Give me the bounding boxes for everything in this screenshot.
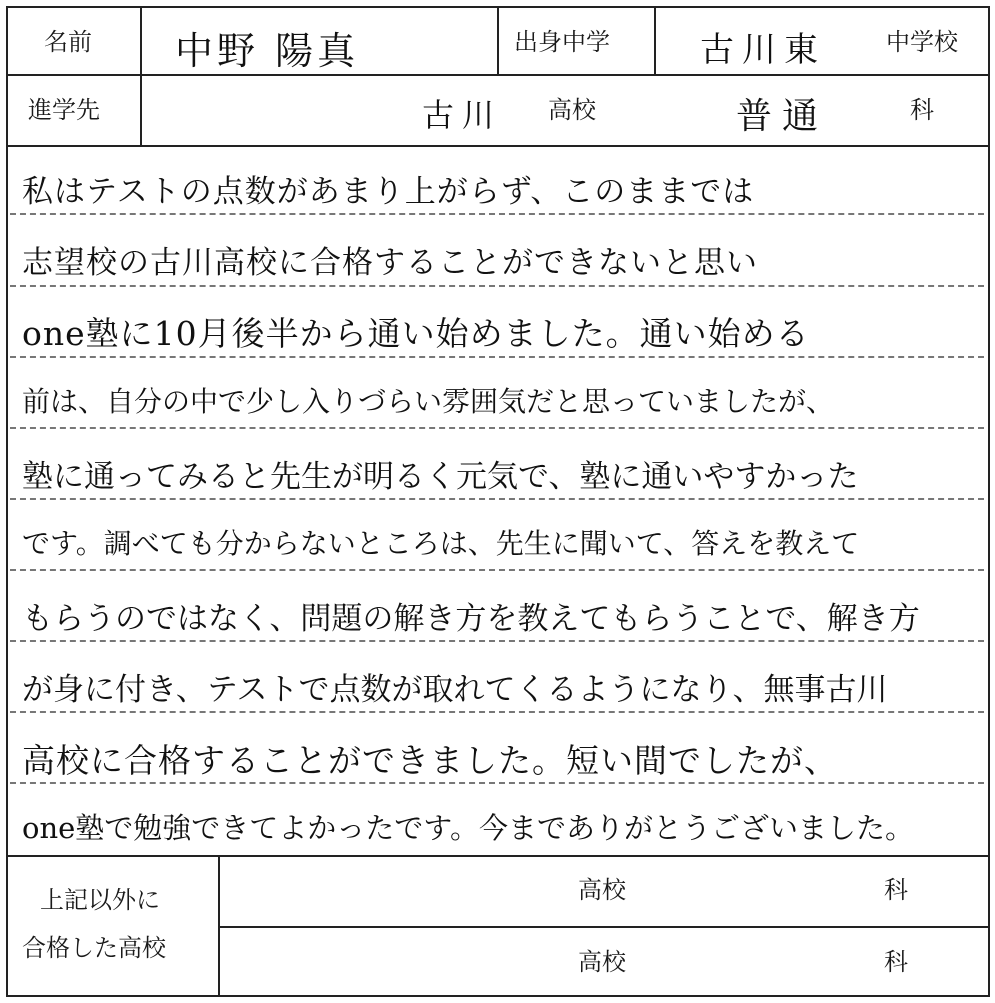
junior-high-value: 古川東 (700, 30, 826, 70)
destination-school-value: 古川 (422, 96, 503, 134)
other-course-2-suffix: 科 (884, 948, 908, 976)
header-bottom-rule (6, 74, 990, 76)
essay-line: 志望校の古川高校に合格することができないと思い (22, 245, 758, 281)
essay-ruling (10, 640, 984, 642)
other-schools-label-line1: 上記以外に (40, 886, 160, 914)
essay-line: もらうのではなく、問題の解き方を教えてもらうことで、解き方 (22, 601, 920, 637)
destination-course-suffix: 科 (910, 96, 934, 124)
destination-school-suffix: 高校 (548, 96, 596, 124)
essay-line: 前は、自分の中で少し入りづらい雰囲気だと思っていましたが、 (22, 385, 835, 418)
junior-high-suffix: 中学校 (886, 28, 958, 56)
other-course-1-suffix: 科 (884, 876, 908, 904)
essay-ruling (10, 427, 984, 429)
destination-divider (140, 74, 142, 145)
other-schools-row-rule (218, 926, 990, 928)
destination-course-value: 普通 (736, 96, 829, 137)
essay-ruling (10, 285, 984, 287)
essay-line: one塾で勉強できてよかったです。今までありがとうございました。 (22, 811, 914, 845)
other-schools-top-rule (6, 855, 990, 857)
essay-ruling (10, 498, 984, 500)
destination-label: 進学先 (28, 96, 100, 124)
name-value: 中野 陽真 (175, 29, 360, 73)
header-divider-1 (140, 6, 142, 74)
other-school-2-suffix: 高校 (578, 948, 626, 976)
other-schools-label-line2: 合格した高校 (22, 934, 166, 962)
essay-line: 高校に合格することができました。短い間でしたが、 (22, 741, 838, 780)
essay-line: one塾に10月後半から通い始めました。通い始める (22, 314, 810, 353)
form-frame (6, 6, 990, 997)
essay-line: が身に付き、テストで点数が取れてくるようになり、無事古川 (22, 672, 888, 708)
essay-ruling (10, 782, 984, 784)
essay-ruling (10, 711, 984, 713)
header-divider-2 (497, 6, 499, 74)
header-divider-3 (654, 6, 656, 74)
essay-ruling (10, 356, 984, 358)
essay-line: 私はテストの点数があまり上がらず、このままでは (22, 174, 755, 210)
essay-ruling (10, 569, 984, 571)
essay-ruling (10, 213, 984, 215)
essay-line: です。調べても分からないところは、先生に聞いて、答えを教えて (22, 527, 860, 560)
other-school-1-suffix: 高校 (578, 876, 626, 904)
destination-bottom-rule (6, 145, 990, 147)
name-label: 名前 (44, 28, 92, 56)
essay-line: 塾に通ってみると先生が明るく元気で、塾に通いやすかった (22, 459, 859, 495)
junior-high-label: 出身中学 (514, 28, 610, 56)
